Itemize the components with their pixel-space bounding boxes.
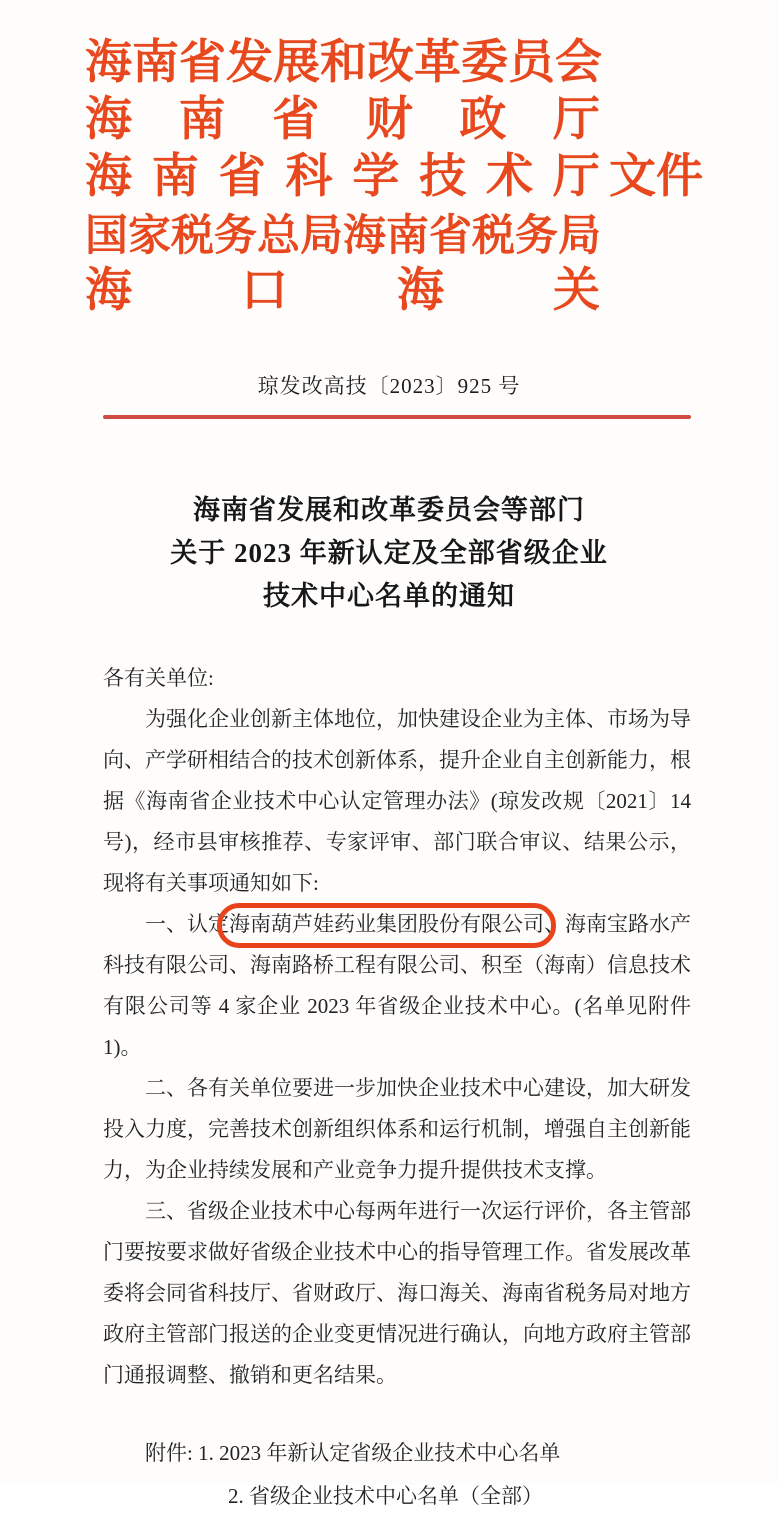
title-line-3: 技术中心名单的通知 bbox=[263, 581, 515, 611]
paragraph-item2: 二、各有关单位要进一步加快企业技术中心建设，加大研发投入力度，完善技术创新组织体系和运行机制，增强自主创新能力，为企业持续发展和产业竞争力提升提供技术支撑。 bbox=[103, 1076, 691, 1182]
company-name-highlight: 海南葫芦娃药业集团股份有限公司 bbox=[217, 903, 556, 948]
document-title bbox=[0, 489, 778, 618]
item1-prefix: 一、认定 bbox=[145, 912, 229, 936]
salutation: 各有关单位: bbox=[103, 666, 214, 690]
paragraph-item1 bbox=[103, 904, 691, 1068]
title-line-2: 关于 2023 年新认定及全部省级企业 bbox=[170, 538, 608, 568]
agency-line: 国 家 税 务 总 局 海 南 省 税 务 局 bbox=[85, 213, 601, 260]
paragraph-intro: 为强化企业创新主体地位，加快建设企业为主体、市场为导向、产学研相结合的技术创新体系，提升企业自主创新能力，根据《海南省企业技术中心认定管理办法》(琼发改规〔2021〕14号)，经市县审核推荐、专家评审、部门联合审议、结果公示，现将有关事项通知如下: bbox=[103, 707, 691, 895]
agency-line-suffix: 文件 bbox=[609, 151, 703, 203]
agency-line: 海 南 省 发 展 和 改 革 委 员 会 bbox=[85, 37, 602, 89]
attachment-label: 附件: bbox=[145, 1441, 199, 1465]
agency-line: 海 南 省 财 政 厅 bbox=[85, 94, 600, 146]
attachments bbox=[145, 1432, 778, 1518]
attachment-item-2: 2. 省级企业技术中心名单（全部） bbox=[228, 1484, 543, 1508]
attachment-line-1 bbox=[145, 1432, 778, 1475]
paragraph-item3: 三、省级企业技术中心每两年进行一次运行评价，各主管部门要按要求做好省级企业技术中心的指导管理工作。省发展改革委将会同省科技厅、省财政厅、海口海关、海南省税务局对地方政府主管部门报送的企业变更情况进行确认，向地方政府主管部门通报调整、撤销和更名结果。 bbox=[103, 1199, 691, 1387]
document-body bbox=[103, 658, 691, 1396]
attachment-item-1: 1. 2023 年新认定省级企业技术中心名单 bbox=[198, 1441, 561, 1465]
agency-line: 海 南 省 科 学 技 术 厅 文件 bbox=[85, 151, 703, 203]
agency-line: 海 口 海 关 bbox=[85, 265, 600, 317]
item1-suffix: 、海南宝路水产科技有限公司、海南路桥工程有限公司、积至（海南）信息技术有限公司等 4 家企业 2023 年省级企业技术中心。(名单见附件 1)。 bbox=[103, 912, 691, 1059]
red-separator-line bbox=[103, 415, 691, 419]
header-agency-lines bbox=[0, 0, 778, 315]
title-line-1: 海南省发展和改革委员会等部门 bbox=[193, 495, 585, 525]
doc-number: 琼发改高技〔2023〕925 号 bbox=[257, 374, 521, 398]
